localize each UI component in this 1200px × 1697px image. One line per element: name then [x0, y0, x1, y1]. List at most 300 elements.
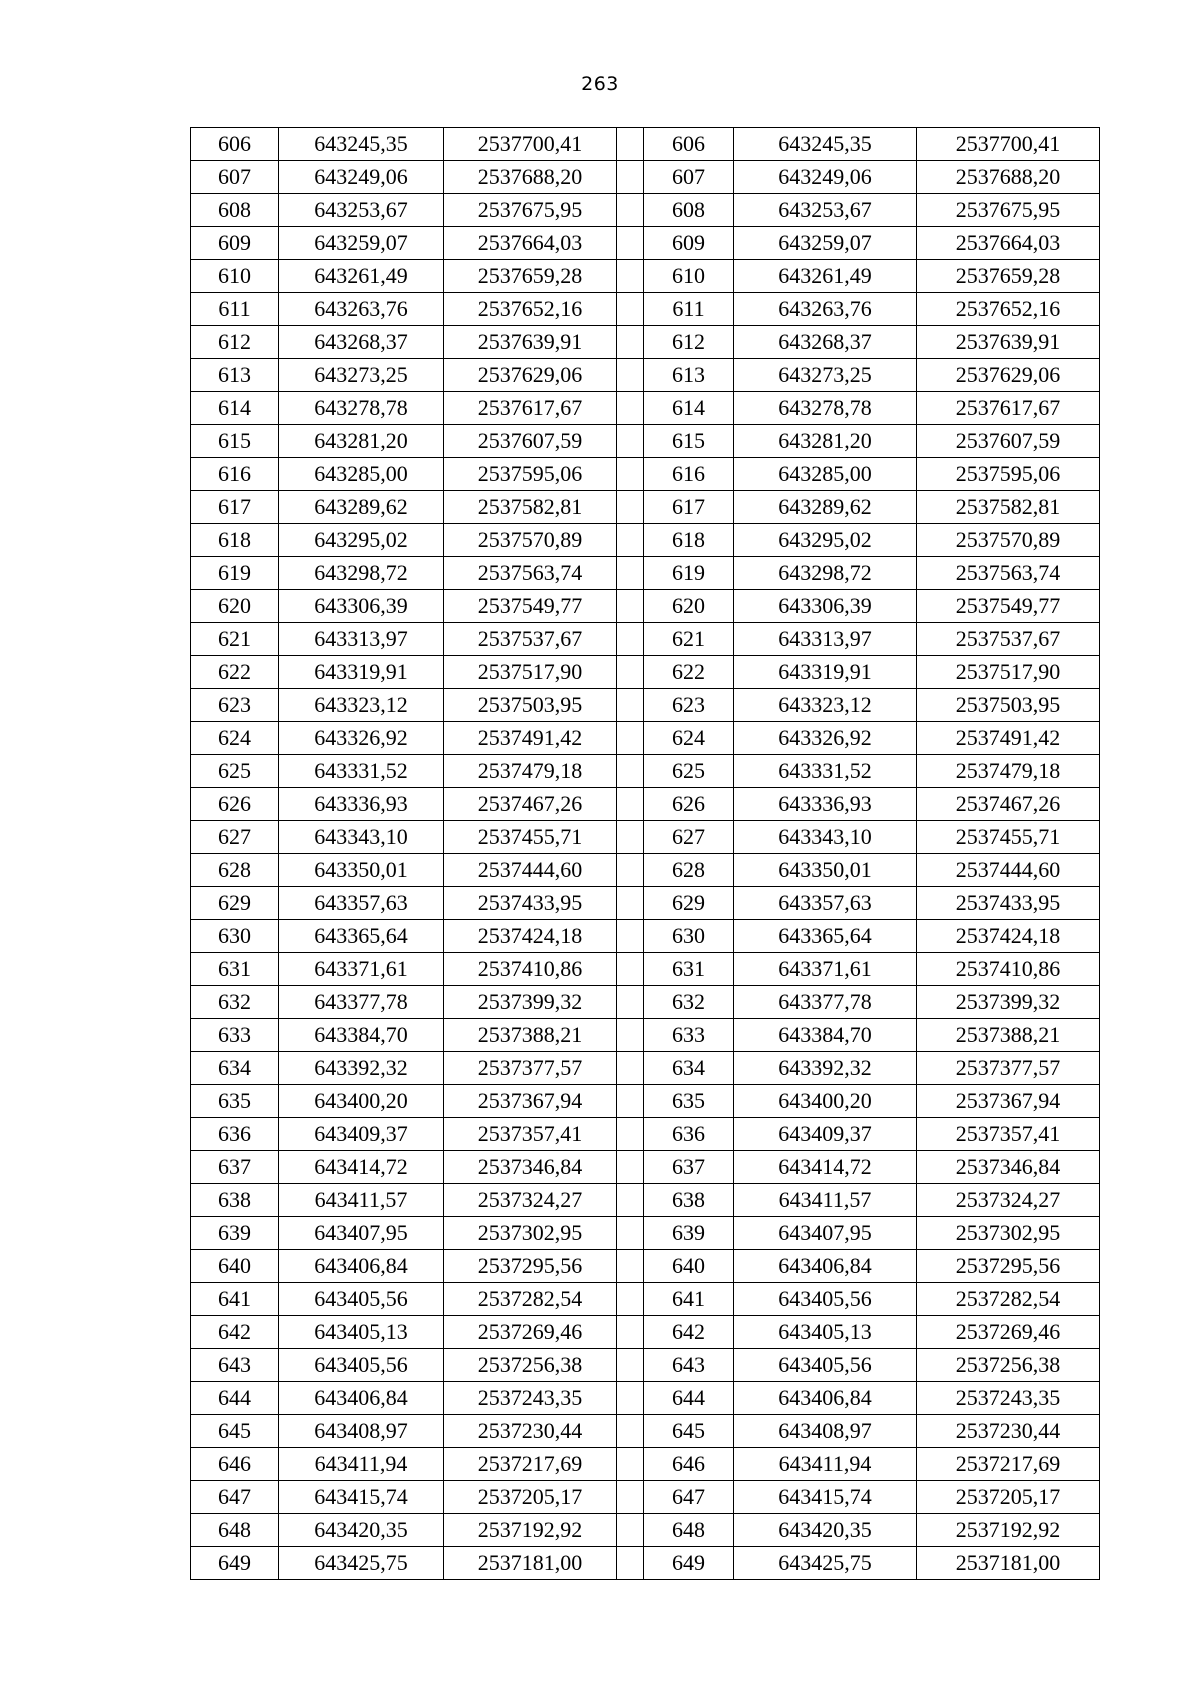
point-number-cell: 607	[191, 161, 279, 194]
x-coordinate-cell: 643273,25	[279, 359, 444, 392]
y-coordinate-cell: 2537664,03	[917, 227, 1100, 260]
y-coordinate-cell: 2537455,71	[444, 821, 617, 854]
y-coordinate-cell: 2537424,18	[917, 920, 1100, 953]
coordinates-table-body	[191, 128, 1100, 1580]
point-number-cell: 621	[191, 623, 279, 656]
point-number-cell: 641	[644, 1283, 734, 1316]
point-number-cell: 627	[644, 821, 734, 854]
y-coordinate-cell: 2537388,21	[444, 1019, 617, 1052]
table-row	[191, 986, 1100, 1019]
y-coordinate-cell: 2537256,38	[444, 1349, 617, 1382]
point-number-cell: 632	[644, 986, 734, 1019]
table-row	[191, 1382, 1100, 1415]
table-row	[191, 326, 1100, 359]
y-coordinate-cell: 2537433,95	[917, 887, 1100, 920]
table-row	[191, 491, 1100, 524]
gap-cell	[617, 953, 644, 986]
x-coordinate-cell: 643253,67	[279, 194, 444, 227]
table-row	[191, 1514, 1100, 1547]
y-coordinate-cell: 2537302,95	[917, 1217, 1100, 1250]
table-row	[191, 1316, 1100, 1349]
gap-cell	[617, 1184, 644, 1217]
y-coordinate-cell: 2537479,18	[444, 755, 617, 788]
table-row	[191, 788, 1100, 821]
table-row	[191, 1283, 1100, 1316]
table-row	[191, 359, 1100, 392]
x-coordinate-cell: 643326,92	[734, 722, 917, 755]
point-number-cell: 642	[191, 1316, 279, 1349]
y-coordinate-cell: 2537700,41	[917, 128, 1100, 161]
point-number-cell: 640	[191, 1250, 279, 1283]
y-coordinate-cell: 2537205,17	[917, 1481, 1100, 1514]
y-coordinate-cell: 2537399,32	[917, 986, 1100, 1019]
y-coordinate-cell: 2537467,26	[917, 788, 1100, 821]
point-number-cell: 644	[644, 1382, 734, 1415]
y-coordinate-cell: 2537357,41	[917, 1118, 1100, 1151]
x-coordinate-cell: 643365,64	[279, 920, 444, 953]
y-coordinate-cell: 2537282,54	[444, 1283, 617, 1316]
x-coordinate-cell: 643259,07	[279, 227, 444, 260]
x-coordinate-cell: 643406,84	[279, 1250, 444, 1283]
y-coordinate-cell: 2537563,74	[444, 557, 617, 590]
y-coordinate-cell: 2537324,27	[917, 1184, 1100, 1217]
point-number-cell: 611	[644, 293, 734, 326]
point-number-cell: 638	[644, 1184, 734, 1217]
point-number-cell: 646	[191, 1448, 279, 1481]
point-number-cell: 649	[191, 1547, 279, 1580]
gap-cell	[617, 590, 644, 623]
gap-cell	[617, 524, 644, 557]
x-coordinate-cell: 643268,37	[279, 326, 444, 359]
x-coordinate-cell: 643273,25	[734, 359, 917, 392]
point-number-cell: 648	[644, 1514, 734, 1547]
x-coordinate-cell: 643414,72	[279, 1151, 444, 1184]
gap-cell	[617, 920, 644, 953]
gap-cell	[617, 1052, 644, 1085]
gap-cell	[617, 854, 644, 887]
point-number-cell: 641	[191, 1283, 279, 1316]
point-number-cell: 633	[644, 1019, 734, 1052]
point-number-cell: 633	[191, 1019, 279, 1052]
table-row	[191, 887, 1100, 920]
gap-cell	[617, 788, 644, 821]
gap-cell	[617, 1547, 644, 1580]
x-coordinate-cell: 643405,56	[279, 1349, 444, 1382]
table-row	[191, 1151, 1100, 1184]
y-coordinate-cell: 2537433,95	[444, 887, 617, 920]
gap-cell	[617, 1316, 644, 1349]
point-number-cell: 612	[644, 326, 734, 359]
point-number-cell: 613	[191, 359, 279, 392]
point-number-cell: 631	[644, 953, 734, 986]
gap-cell	[617, 458, 644, 491]
x-coordinate-cell: 643406,84	[734, 1250, 917, 1283]
table-row	[191, 854, 1100, 887]
x-coordinate-cell: 643425,75	[734, 1547, 917, 1580]
y-coordinate-cell: 2537549,77	[444, 590, 617, 623]
x-coordinate-cell: 643323,12	[279, 689, 444, 722]
y-coordinate-cell: 2537652,16	[917, 293, 1100, 326]
gap-cell	[617, 1085, 644, 1118]
x-coordinate-cell: 643411,57	[279, 1184, 444, 1217]
x-coordinate-cell: 643336,93	[279, 788, 444, 821]
table-row	[191, 953, 1100, 986]
x-coordinate-cell: 643245,35	[734, 128, 917, 161]
point-number-cell: 618	[191, 524, 279, 557]
gap-cell	[617, 392, 644, 425]
table-row	[191, 755, 1100, 788]
y-coordinate-cell: 2537217,69	[917, 1448, 1100, 1481]
gap-cell	[617, 260, 644, 293]
gap-cell	[617, 1151, 644, 1184]
y-coordinate-cell: 2537675,95	[917, 194, 1100, 227]
y-coordinate-cell: 2537467,26	[444, 788, 617, 821]
y-coordinate-cell: 2537367,94	[444, 1085, 617, 1118]
gap-cell	[617, 128, 644, 161]
x-coordinate-cell: 643350,01	[279, 854, 444, 887]
table-row	[191, 590, 1100, 623]
y-coordinate-cell: 2537269,46	[444, 1316, 617, 1349]
x-coordinate-cell: 643400,20	[734, 1085, 917, 1118]
point-number-cell: 619	[191, 557, 279, 590]
table-row	[191, 557, 1100, 590]
table-row	[191, 1118, 1100, 1151]
table-row	[191, 524, 1100, 557]
point-number-cell: 636	[644, 1118, 734, 1151]
x-coordinate-cell: 643289,62	[279, 491, 444, 524]
point-number-cell: 623	[191, 689, 279, 722]
gap-cell	[617, 689, 644, 722]
y-coordinate-cell: 2537377,57	[444, 1052, 617, 1085]
y-coordinate-cell: 2537346,84	[444, 1151, 617, 1184]
y-coordinate-cell: 2537595,06	[917, 458, 1100, 491]
y-coordinate-cell: 2537346,84	[917, 1151, 1100, 1184]
y-coordinate-cell: 2537582,81	[444, 491, 617, 524]
point-number-cell: 620	[644, 590, 734, 623]
table-row	[191, 920, 1100, 953]
table-row	[191, 227, 1100, 260]
y-coordinate-cell: 2537617,67	[917, 392, 1100, 425]
point-number-cell: 611	[191, 293, 279, 326]
y-coordinate-cell: 2537410,86	[917, 953, 1100, 986]
x-coordinate-cell: 643295,02	[734, 524, 917, 557]
x-coordinate-cell: 643408,97	[734, 1415, 917, 1448]
point-number-cell: 624	[644, 722, 734, 755]
table-row	[191, 623, 1100, 656]
y-coordinate-cell: 2537582,81	[917, 491, 1100, 524]
x-coordinate-cell: 643319,91	[279, 656, 444, 689]
y-coordinate-cell: 2537217,69	[444, 1448, 617, 1481]
x-coordinate-cell: 643409,37	[734, 1118, 917, 1151]
point-number-cell: 618	[644, 524, 734, 557]
point-number-cell: 610	[644, 260, 734, 293]
point-number-cell: 631	[191, 953, 279, 986]
table-row	[191, 1547, 1100, 1580]
point-number-cell: 628	[191, 854, 279, 887]
point-number-cell: 646	[644, 1448, 734, 1481]
x-coordinate-cell: 643343,10	[734, 821, 917, 854]
point-number-cell: 634	[191, 1052, 279, 1085]
x-coordinate-cell: 643408,97	[279, 1415, 444, 1448]
point-number-cell: 647	[644, 1481, 734, 1514]
point-number-cell: 642	[644, 1316, 734, 1349]
table-row	[191, 128, 1100, 161]
point-number-cell: 637	[644, 1151, 734, 1184]
x-coordinate-cell: 643415,74	[734, 1481, 917, 1514]
x-coordinate-cell: 643278,78	[279, 392, 444, 425]
table-row	[191, 1052, 1100, 1085]
gap-cell	[617, 425, 644, 458]
y-coordinate-cell: 2537675,95	[444, 194, 617, 227]
coordinates-table	[190, 127, 1100, 1580]
table-row	[191, 260, 1100, 293]
y-coordinate-cell: 2537639,91	[917, 326, 1100, 359]
point-number-cell: 614	[644, 392, 734, 425]
x-coordinate-cell: 643278,78	[734, 392, 917, 425]
y-coordinate-cell: 2537517,90	[917, 656, 1100, 689]
point-number-cell: 606	[644, 128, 734, 161]
x-coordinate-cell: 643392,32	[279, 1052, 444, 1085]
y-coordinate-cell: 2537537,67	[917, 623, 1100, 656]
x-coordinate-cell: 643306,39	[279, 590, 444, 623]
page-number: 263	[581, 73, 619, 95]
y-coordinate-cell: 2537377,57	[917, 1052, 1100, 1085]
y-coordinate-cell: 2537399,32	[444, 986, 617, 1019]
y-coordinate-cell: 2537595,06	[444, 458, 617, 491]
point-number-cell: 615	[191, 425, 279, 458]
point-number-cell: 620	[191, 590, 279, 623]
y-coordinate-cell: 2537629,06	[444, 359, 617, 392]
y-coordinate-cell: 2537444,60	[917, 854, 1100, 887]
y-coordinate-cell: 2537243,35	[444, 1382, 617, 1415]
y-coordinate-cell: 2537424,18	[444, 920, 617, 953]
x-coordinate-cell: 643406,84	[734, 1382, 917, 1415]
y-coordinate-cell: 2537639,91	[444, 326, 617, 359]
y-coordinate-cell: 2537192,92	[917, 1514, 1100, 1547]
y-coordinate-cell: 2537629,06	[917, 359, 1100, 392]
gap-cell	[617, 491, 644, 524]
table-row	[191, 161, 1100, 194]
x-coordinate-cell: 643377,78	[279, 986, 444, 1019]
point-number-cell: 643	[644, 1349, 734, 1382]
gap-cell	[617, 227, 644, 260]
table-row	[191, 1349, 1100, 1382]
y-coordinate-cell: 2537688,20	[917, 161, 1100, 194]
y-coordinate-cell: 2537357,41	[444, 1118, 617, 1151]
table-row	[191, 821, 1100, 854]
point-number-cell: 632	[191, 986, 279, 1019]
x-coordinate-cell: 643400,20	[279, 1085, 444, 1118]
point-number-cell: 649	[644, 1547, 734, 1580]
point-number-cell: 622	[644, 656, 734, 689]
y-coordinate-cell: 2537230,44	[444, 1415, 617, 1448]
table-row	[191, 1448, 1100, 1481]
x-coordinate-cell: 643331,52	[279, 755, 444, 788]
x-coordinate-cell: 643406,84	[279, 1382, 444, 1415]
point-number-cell: 614	[191, 392, 279, 425]
gap-cell	[617, 557, 644, 590]
table-row	[191, 1217, 1100, 1250]
point-number-cell: 626	[191, 788, 279, 821]
x-coordinate-cell: 643306,39	[734, 590, 917, 623]
x-coordinate-cell: 643371,61	[279, 953, 444, 986]
point-number-cell: 607	[644, 161, 734, 194]
point-number-cell: 636	[191, 1118, 279, 1151]
point-number-cell: 640	[644, 1250, 734, 1283]
y-coordinate-cell: 2537607,59	[917, 425, 1100, 458]
point-number-cell: 643	[191, 1349, 279, 1382]
point-number-cell: 635	[191, 1085, 279, 1118]
table-row	[191, 689, 1100, 722]
x-coordinate-cell: 643249,06	[279, 161, 444, 194]
y-coordinate-cell: 2537659,28	[917, 260, 1100, 293]
point-number-cell: 630	[191, 920, 279, 953]
x-coordinate-cell: 643425,75	[279, 1547, 444, 1580]
gap-cell	[617, 161, 644, 194]
y-coordinate-cell: 2537659,28	[444, 260, 617, 293]
x-coordinate-cell: 643285,00	[279, 458, 444, 491]
y-coordinate-cell: 2537455,71	[917, 821, 1100, 854]
y-coordinate-cell: 2537652,16	[444, 293, 617, 326]
x-coordinate-cell: 643313,97	[734, 623, 917, 656]
y-coordinate-cell: 2537243,35	[917, 1382, 1100, 1415]
x-coordinate-cell: 643259,07	[734, 227, 917, 260]
point-number-cell: 624	[191, 722, 279, 755]
y-coordinate-cell: 2537295,56	[917, 1250, 1100, 1283]
table-row	[191, 392, 1100, 425]
gap-cell	[617, 1283, 644, 1316]
point-number-cell: 647	[191, 1481, 279, 1514]
x-coordinate-cell: 643405,56	[734, 1283, 917, 1316]
x-coordinate-cell: 643285,00	[734, 458, 917, 491]
x-coordinate-cell: 643263,76	[279, 293, 444, 326]
point-number-cell: 644	[191, 1382, 279, 1415]
point-number-cell: 617	[191, 491, 279, 524]
x-coordinate-cell: 643313,97	[279, 623, 444, 656]
x-coordinate-cell: 643319,91	[734, 656, 917, 689]
table-row	[191, 458, 1100, 491]
table-row	[191, 1184, 1100, 1217]
x-coordinate-cell: 643377,78	[734, 986, 917, 1019]
point-number-cell: 616	[191, 458, 279, 491]
gap-cell	[617, 821, 644, 854]
x-coordinate-cell: 643405,13	[279, 1316, 444, 1349]
gap-cell	[617, 1415, 644, 1448]
x-coordinate-cell: 643263,76	[734, 293, 917, 326]
point-number-cell: 639	[191, 1217, 279, 1250]
y-coordinate-cell: 2537517,90	[444, 656, 617, 689]
gap-cell	[617, 887, 644, 920]
x-coordinate-cell: 643357,63	[279, 887, 444, 920]
x-coordinate-cell: 643415,74	[279, 1481, 444, 1514]
y-coordinate-cell: 2537503,95	[917, 689, 1100, 722]
x-coordinate-cell: 643420,35	[279, 1514, 444, 1547]
table-row	[191, 1019, 1100, 1052]
y-coordinate-cell: 2537479,18	[917, 755, 1100, 788]
x-coordinate-cell: 643384,70	[734, 1019, 917, 1052]
y-coordinate-cell: 2537491,42	[917, 722, 1100, 755]
point-number-cell: 622	[191, 656, 279, 689]
y-coordinate-cell: 2537192,92	[444, 1514, 617, 1547]
gap-cell	[617, 1019, 644, 1052]
point-number-cell: 648	[191, 1514, 279, 1547]
gap-cell	[617, 1382, 644, 1415]
point-number-cell: 637	[191, 1151, 279, 1184]
x-coordinate-cell: 643343,10	[279, 821, 444, 854]
y-coordinate-cell: 2537503,95	[444, 689, 617, 722]
x-coordinate-cell: 643350,01	[734, 854, 917, 887]
point-number-cell: 638	[191, 1184, 279, 1217]
y-coordinate-cell: 2537537,67	[444, 623, 617, 656]
x-coordinate-cell: 643298,72	[279, 557, 444, 590]
x-coordinate-cell: 643414,72	[734, 1151, 917, 1184]
point-number-cell: 621	[644, 623, 734, 656]
y-coordinate-cell: 2537570,89	[444, 524, 617, 557]
gap-cell	[617, 1448, 644, 1481]
y-coordinate-cell: 2537230,44	[917, 1415, 1100, 1448]
y-coordinate-cell: 2537181,00	[917, 1547, 1100, 1580]
table-row	[191, 1085, 1100, 1118]
x-coordinate-cell: 643253,67	[734, 194, 917, 227]
point-number-cell: 623	[644, 689, 734, 722]
x-coordinate-cell: 643295,02	[279, 524, 444, 557]
y-coordinate-cell: 2537617,67	[444, 392, 617, 425]
y-coordinate-cell: 2537410,86	[444, 953, 617, 986]
y-coordinate-cell: 2537282,54	[917, 1283, 1100, 1316]
y-coordinate-cell: 2537205,17	[444, 1481, 617, 1514]
point-number-cell: 609	[191, 227, 279, 260]
x-coordinate-cell: 643405,13	[734, 1316, 917, 1349]
point-number-cell: 613	[644, 359, 734, 392]
gap-cell	[617, 293, 644, 326]
y-coordinate-cell: 2537295,56	[444, 1250, 617, 1283]
y-coordinate-cell: 2537256,38	[917, 1349, 1100, 1382]
point-number-cell: 606	[191, 128, 279, 161]
x-coordinate-cell: 643392,32	[734, 1052, 917, 1085]
x-coordinate-cell: 643245,35	[279, 128, 444, 161]
x-coordinate-cell: 643405,56	[279, 1283, 444, 1316]
x-coordinate-cell: 643384,70	[279, 1019, 444, 1052]
gap-cell	[617, 986, 644, 1019]
y-coordinate-cell: 2537367,94	[917, 1085, 1100, 1118]
point-number-cell: 619	[644, 557, 734, 590]
table-row	[191, 722, 1100, 755]
y-coordinate-cell: 2537563,74	[917, 557, 1100, 590]
point-number-cell: 609	[644, 227, 734, 260]
point-number-cell: 635	[644, 1085, 734, 1118]
x-coordinate-cell: 643268,37	[734, 326, 917, 359]
y-coordinate-cell: 2537570,89	[917, 524, 1100, 557]
x-coordinate-cell: 643323,12	[734, 689, 917, 722]
y-coordinate-cell: 2537324,27	[444, 1184, 617, 1217]
x-coordinate-cell: 643298,72	[734, 557, 917, 590]
x-coordinate-cell: 643289,62	[734, 491, 917, 524]
point-number-cell: 608	[644, 194, 734, 227]
x-coordinate-cell: 643407,95	[279, 1217, 444, 1250]
table-row	[191, 1481, 1100, 1514]
gap-cell	[617, 1250, 644, 1283]
y-coordinate-cell: 2537302,95	[444, 1217, 617, 1250]
point-number-cell: 625	[191, 755, 279, 788]
x-coordinate-cell: 643409,37	[279, 1118, 444, 1151]
y-coordinate-cell: 2537444,60	[444, 854, 617, 887]
point-number-cell: 628	[644, 854, 734, 887]
x-coordinate-cell: 643365,64	[734, 920, 917, 953]
gap-cell	[617, 1118, 644, 1151]
y-coordinate-cell: 2537181,00	[444, 1547, 617, 1580]
point-number-cell: 617	[644, 491, 734, 524]
point-number-cell: 608	[191, 194, 279, 227]
